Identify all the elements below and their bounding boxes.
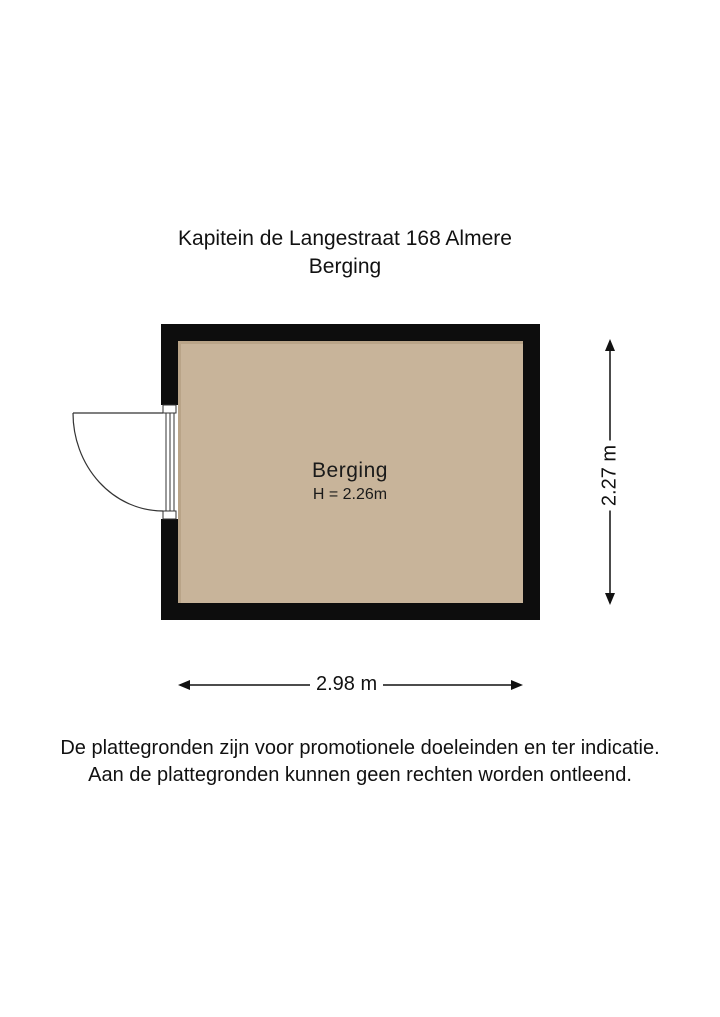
height-arrow-bottom bbox=[605, 593, 615, 605]
door-jamb-bottom bbox=[163, 511, 176, 519]
disclaimer-line-1: De plattegronden zijn voor promotionele doeleinden en ter indicatie. bbox=[60, 737, 660, 759]
door-jamb-top bbox=[163, 405, 176, 413]
room-name: Berging bbox=[312, 459, 388, 482]
disclaimer-line-2: Aan de plattegronden kunnen geen rechten worden ontleend. bbox=[88, 764, 632, 786]
room-height: H = 2.26m bbox=[312, 486, 388, 503]
door-swing-arc bbox=[73, 413, 163, 511]
width-arrow-left bbox=[178, 680, 190, 690]
width-dimension-label: 2.98 m bbox=[310, 673, 383, 696]
height-arrow-top bbox=[605, 339, 615, 351]
plan-floor-title: Berging bbox=[308, 255, 382, 278]
width-arrow-right bbox=[511, 680, 523, 690]
floor-shadow-top bbox=[178, 341, 523, 344]
height-dimension-label: 2.27 m bbox=[595, 441, 626, 511]
plan-address: Kapitein de Langestraat 168 Almere bbox=[178, 227, 512, 250]
